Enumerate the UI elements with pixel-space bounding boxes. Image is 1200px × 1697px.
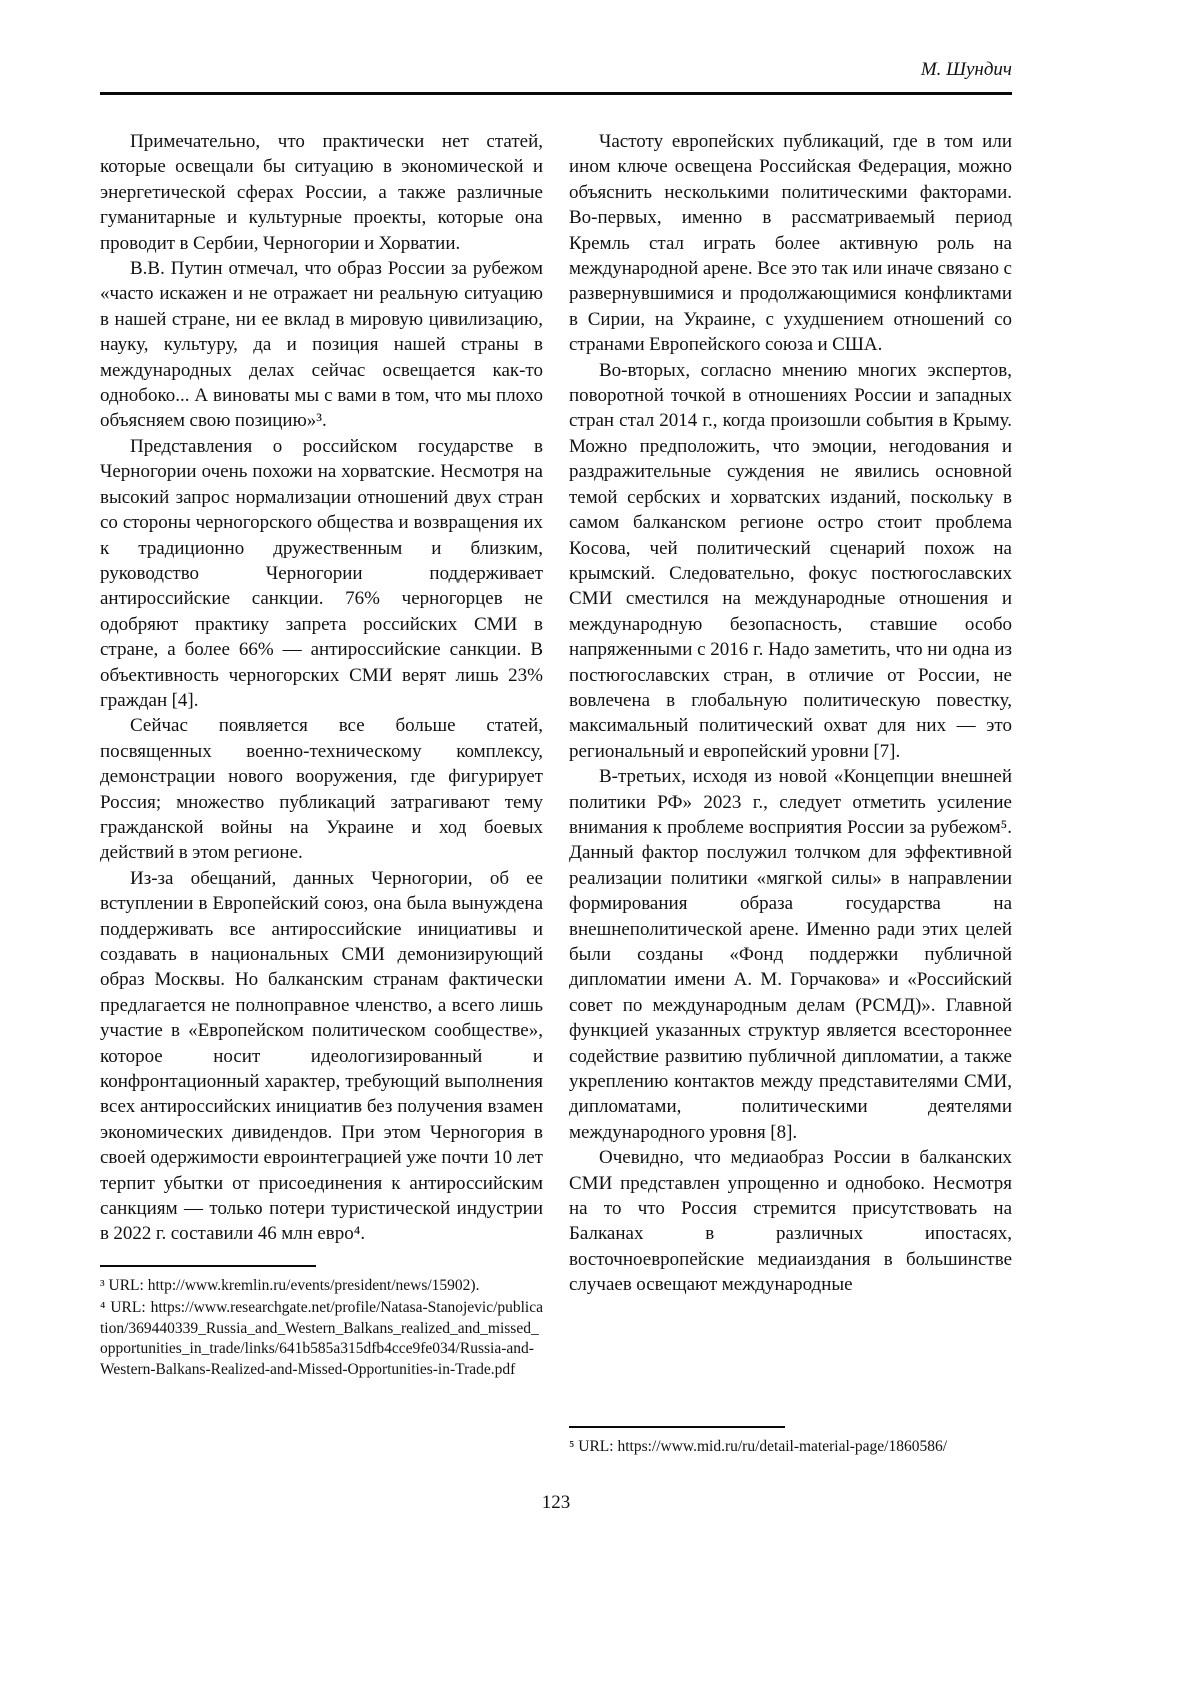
right-footnote-list [569,1437,1012,1458]
right-column-body [569,129,1012,1298]
page-number: 123 [541,1492,571,1513]
column-left [100,129,543,1459]
footnote: ⁴ URL: https://www.researchgate.net/profile/Natasa-Stanojevic/publication/369440339_Russia_and_Western_Balkans_realized_and_missed_opportunities_in_trade/links/641b585a315dfb4cce9fe034/Russia-and-Western-Balkans-Realized-and-Missed-Opportunities-in-Trade.pdf [100,1299,543,1378]
paragraph: В-третьих, исходя из новой «Концепции внешней политики РФ» 2023 г., следует отметить усиление внимания к проблеме восприятия России за рубежом⁵. Данный фактор послужил толчком для эффективной реализации политики «мягкой силы» в направлении формирования образа государства на внешнеполитической арене. Именно ради этих целей были созданы «Фонд поддержки публичной дипломатии имени А. М. Горчакова» и «Российский совет по международным делам (РСМД)». Главной функцией указанных структур является всестороннее содействие развитию публичной дипломатии, а также укреплению контактов между представителями СМИ, дипломатами, политическими деятелями международного уровня [8]. [569,766,1012,1143]
paragraph: Представления о российском государстве в Черногории очень похожи на хорватские. Несмотря на высокий запрос нормализации отношений двух стран со стороны черногорского общества и возвращения их к традиционно дружественным и близким, руководство Черногории поддерживает антироссийские санкции. 76% черногорцев не одобряют практику запрета российских СМИ в стране, а более 66% — антироссийские санкции. В объективность черногорских СМИ верят лишь 23% граждан [4]. [100,435,543,711]
paragraph: Сейчас появляется все больше статей, посвященных военно-техническому комплексу, демонстрации нового вооружения, где фигурирует Россия; множество публикаций затрагивают тему гражданской войны на Украине и ход боевых действий в этом регионе. [100,715,543,864]
right-footnotes [569,1426,1012,1460]
running-head-author: М. Шундич [920,59,1012,80]
paragraph: Из-за обещаний, данных Черногории, об ее вступлении в Европейский союз, она была вынуждена поддерживать все антироссийские инициативы и создавать в национальных СМИ демонизирующий образ Москвы. Но балканским странам фактически предлагается не полноправное членство, а всего лишь участие в «Европейском политическом сообществе», которое носит идеологизированный и конфронтационный характер, требующий выполнения всех антироссийских инициатив без получения взамен экономических дивидендов. При этом Черногория в своей одержимости евроинтеграцией уже почти 10 лет терпит убытки от присоединения к антироссийским санкциям — только потери туристической индустрии в 2022 г. составили 46 млн евро⁴. [100,867,543,1245]
paragraph: В.В. Путин отмечал, что образ России за рубежом «часто искажен и не отражает ни реальную ситуацию в нашей стране, ни ее вклад в мировую цивилизацию, науку, культуру, да и позиция нашей страны в международных делах сейчас освещается как-то однобоко... А виноваты мы с вами в том, что мы плохо объясняем свою позицию»³. [100,258,543,432]
left-column-body [100,129,543,1247]
paragraph: Во-вторых, согласно мнению многих экспертов, поворотной точкой в отношениях России и западных стран стал 2014 г., когда произошли события в Крыму. Можно предположить, что эмоции, негодования и раздражительные суждения не явились основной темой сербских и хорватских изданий, поскольку в самом балканском регионе остро стоит проблема Косова, чей политический сценарий похож на крымский. Следовательно, фокус постюгославских СМИ сместился на международные отношения и международную безопасность, ставшие особо напряженными с 2016 г. Надо заметить, что ни одна из постюгославских стран, в отличие от России, не вовлечена в глобальную политическую повестку, максимальный политический охват для них — это региональный и европейский уровни [7]. [569,359,1012,762]
paragraph: Примечательно, что практически нет статей, которые освещали бы ситуацию в экономической и энергетической сферах России, а также различные гуманитарные и культурные проекты, которые она проводит в Сербии, Черногории и Хорватии. [100,131,543,254]
column-right [569,129,1012,1459]
left-footnotes [100,1265,543,1383]
footnote-separator [100,1265,316,1267]
footnote-separator [569,1426,785,1428]
paragraph: Частоту европейских публикаций, где в том или ином ключе освещена Российская Федерация, можно объяснить несколькими политическими факторами. Во-первых, именно в рассматриваемый период Кремль стал играть более активную роль на международной арене. Все это так или иначе связано с развернувшимися и продолжающимися конфликтами в Сирии, на Украине, с ухудшением отношений со странами Европейского союза и США. [569,131,1012,356]
footnote: ⁵ URL: https://www.mid.ru/ru/detail-material-page/1860586/ [569,1437,948,1455]
footnote: ³ URL: http://www.kremlin.ru/events/president/news/15902). [100,1276,480,1294]
page-content [100,0,1012,1459]
left-footnote-list [100,1276,543,1381]
header-rule [100,92,1012,95]
text-columns [100,129,1012,1459]
paragraph: Очевидно, что медиаобраз России в балканских СМИ представлен упрощенно и однобоко. Несмотря на то что Россия стремится присутствовать на Балканах в различных ипостасях, восточноевропейские медиаиздания в большинстве случаев освещают международные [569,1147,1012,1296]
